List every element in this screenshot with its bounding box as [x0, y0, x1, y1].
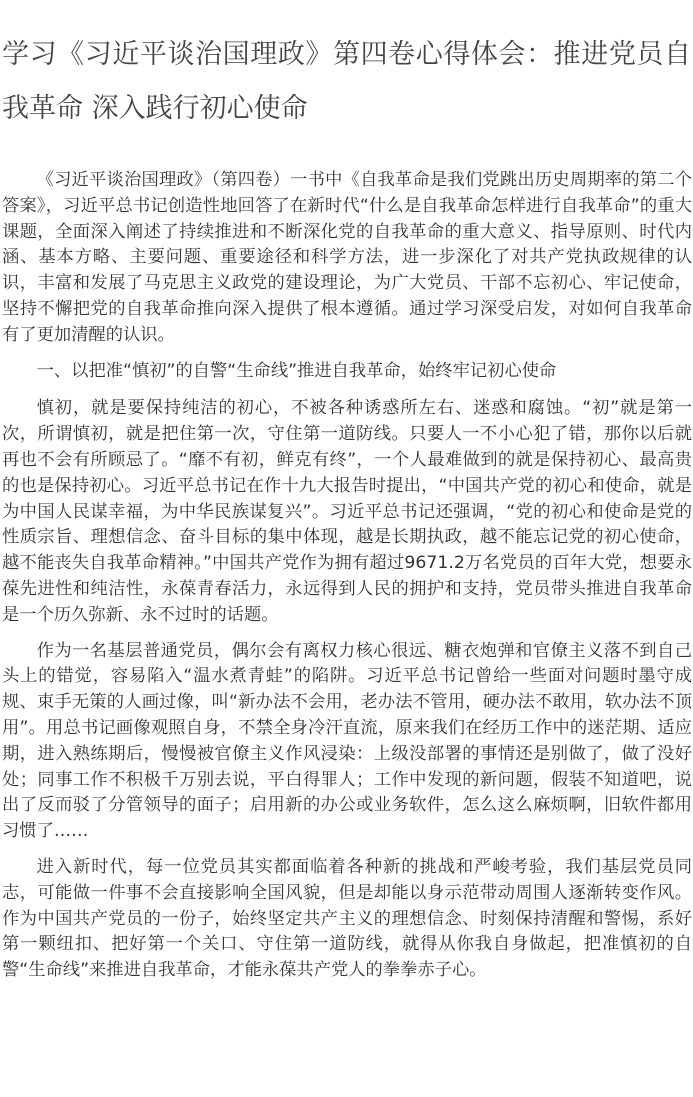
body-paragraph: 进入新时代，每一位党员其实都面临着各种新的挑战和严峻考验，我们基层党员同志，可能做一件事不会直接影响全国风貌，但是却能以身示范带动周围人逐渐转变作风。作为中国共产党员的一份子，始终坚定共产主义的理想信念、时刻保持清醒和警惕，系好第一颗纽扣、把好第一个关口、守住第一道防线，就得从你我自身做起，把准慎初的自警“生命线”来推进自我革命，才能永葆共产党人的拳拳赤子心。 [2, 856, 692, 981]
body-paragraph: 慎初，就是要保持纯洁的初心，不被各种诱惑所左右、迷惑和腐蚀。“初”就是第一次，所谓慎初，就是把住第一次，守住第一道防线。只要人一不小心犯了错，那你以后就再也不会有所顾忌了。“靡不有初，鲜克有终”，一个人最难做到的就是保持初心、最高贵的也是保持初心。习近平总书记在作十九大报告时提出，“中国共产党的初心和使命，就是为中国人民谋幸福，为中华民族谋复兴”。习近平总书记还强调，“党的初心和使命是党的性质宗旨、理想信念、奋斗目标的集中体现，越是长期执政，越不能忘记党的初心使命，越不能丧失自我革命精神。”中国共产党作为拥有超过9671.2万名党员的百年大党，想要永葆先进性和纯洁性，永葆青春活力，永远得到人民的拥护和支持，党员带头推进自我革命是一个历久弥新、永不过时的话题。 [2, 398, 692, 625]
article-body [0, 168, 693, 994]
intro-paragraph: 《习近平谈治国理政》（第四卷）一书中《自我革命是我们党跳出历史周期率的第二个答案》，习近平总书记创造性地回答了在新时代“什么是自我革命怎样进行自我革命”的重大课题，全面深入阐述了持续推进和不断深化党的自我革命的重大意义、指导原则、时代内涵、基本方略、主要问题、重要途径和科学方法，进一步深化了对共产党执政规律的认识，丰富和发展了马克思主义政党的建设理论，为广大党员、干部不忘初心、牢记使命，坚持不懈把党的自我革命推向深入提供了根本遵循。通过学习深受启发，对如何自我革命有了更加清醒的认识。 [2, 170, 692, 345]
body-paragraph: 作为一名基层普通党员，偶尔会有离权力核心很远、糖衣炮弹和官僚主义落不到自己头上的错觉，容易陷入“温水煮青蛙”的陷阱。习近平总书记曾给一些面对问题时墨守成规、束手无策的人画过像，叫“新办法不会用，老办法不管用，硬办法不敢用，软办法不顶用”。用总书记画像观照自身，不禁全身冷汗直流，原来我们在经历工作中的迷茫期、适应期，进入熟练期后，慢慢被官僚主义作风浸染：上级没部署的事情还是别做了，做了没好处；同事工作不积极千万别去说，平白得罪人；工作中发现的新问题，假装不知道吧，说出了反而驳了分管领导的面子；启用新的办公或业务软件，怎么这么麻烦啊，旧软件都用习惯了…… [2, 640, 692, 842]
article-title: 学习《习近平谈治国理政》第四卷心得体会：推进党员自我革命 深入践行初心使命 [2, 39, 691, 124]
section-heading: 一、以把准“慎初”的自警“生命线”推进自我革命，始终牢记初心使命 [36, 360, 557, 381]
